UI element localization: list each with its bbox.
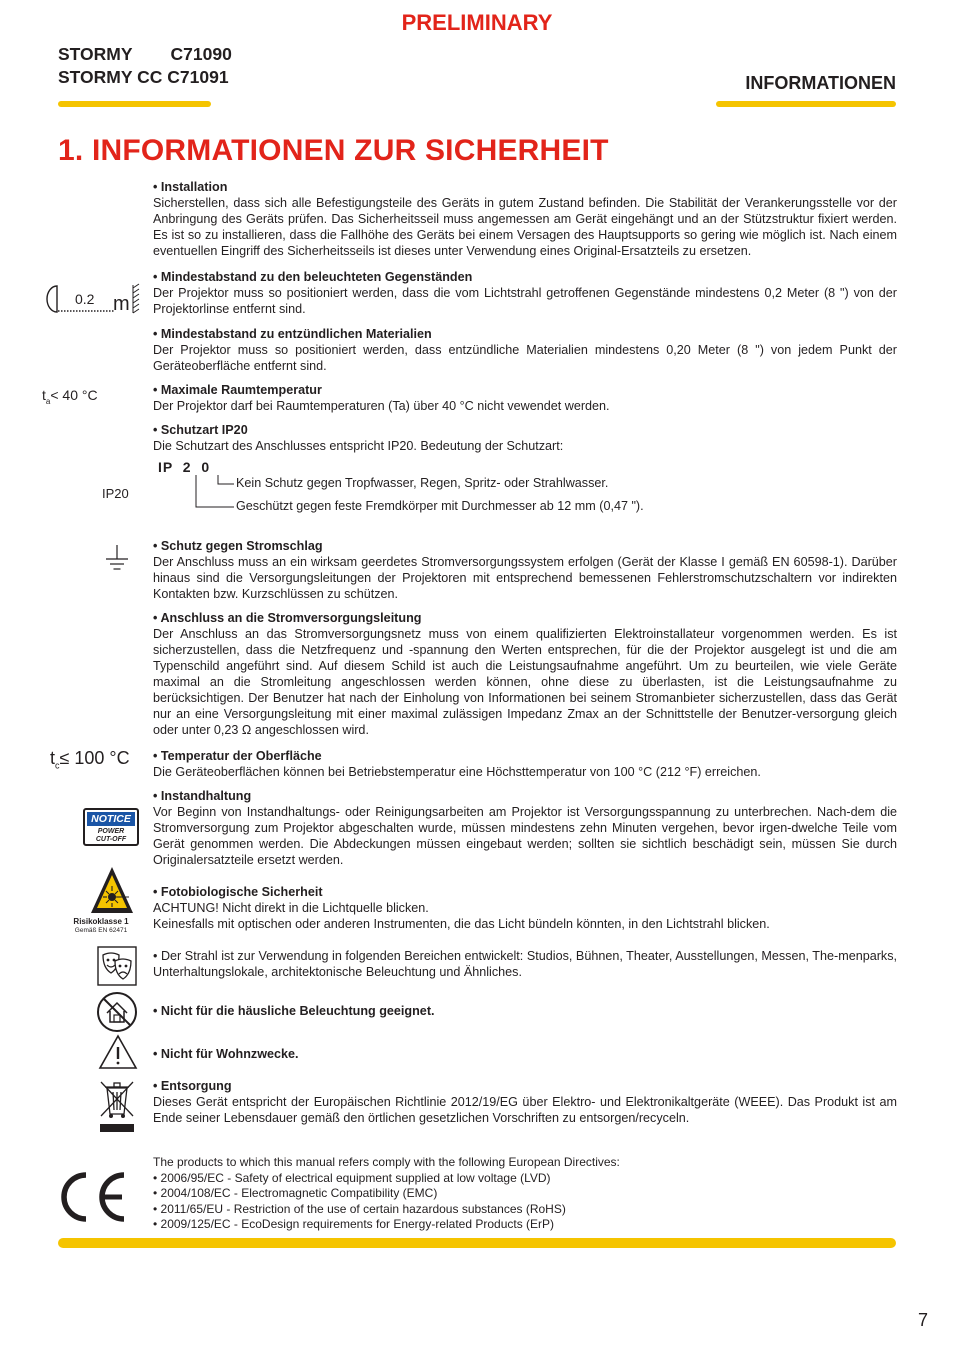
section-text: Der Projektor darf bei Raumtemperaturen (Ta) über 40 °C nicht vewendet werden. xyxy=(153,399,610,413)
footer-bar xyxy=(58,1238,896,1248)
section-supply xyxy=(153,610,897,738)
section-heading: • Mindestabstand zu den beleuchteten Gegenständen xyxy=(153,270,473,284)
section-text: Dieses Gerät entspricht der Europäischen Richtlinie 2012/19/EG über Elektro- und Elektronikaltgeräte (WEEE). Das Produkt ist am Ende seiner Lebensdauer gemäß den örtlichen gesetzlichen Vorschriften zu entsorgen/recyceln. xyxy=(153,1095,897,1125)
section-text: • Der Strahl ist zur Verwendung in folgenden Bereichen entwickelt: Studios, Bühnen, Theater, Ausstellungen, Messen, The-menparks, Unterhaltungslokale, architektonische Beleuchtung und Ähnliches. xyxy=(153,949,897,979)
section-text: Die Geräteoberflächen können bei Betriebstemperatur eine Höchsttemperatur von 100 °C (212 °F) erreichen. xyxy=(153,765,761,779)
warning-triangle-icon xyxy=(98,1034,138,1075)
section-not-living xyxy=(153,1046,897,1062)
section-heading: • Temperatur der Oberfläche xyxy=(153,749,322,763)
page-title: 1. INFORMATIONEN ZUR SICHERHEIT xyxy=(58,134,609,167)
section-text: Vor Beginn von Instandhaltungs- oder Reinigungsarbeiten am Projektor ist Versorgungsspannung zu unterbrechen. Nach-dem die Stromversorgung zum Projektor abgeschalten wurde, müssen mindestens zehn Minuten vergehen, bevor irgen-dwelche Teile vom Gerät genommen werden. Die Abdeckungen müssen eingebaut werden; sollten sie sichtlich beschädigt sein, müssen Sie durch Originalersatzteile ersetzt werden. xyxy=(153,805,897,867)
risk-norm-label: Gemäß EN 62471 xyxy=(74,927,128,934)
section-text: Der Anschluss an das Stromversorgungsnetz muss von einem qualifizierten Elektroinstallateur vorgenommen werden. Es ist sicherzustellen, dass die Netzfrequenz und -spannung den Werten entsprechen, für die der Projektor ausgelegt ist und die am Typenschild angeführt sind. Auf diesem Schild ist auch die Leistungsaufnahme angeführt. Um zu beurteilen, wie viele Geräte maximal an die Stromleitung angeschlossen werden können, ohne diese zu überlasten, ist die Leistungsaufnahme zu berücksichtigen. Der Benutzer hat nach der Einholung von Informationen bei seinem Stromanbieter sicherzustellen, dass das Gerät nur an eine Versorgungsleitung mit einer maximal zulässigen Impedanz Zmax an der Schnittstelle der Benutzer-versorgung gleich oder unter 0,23 Ω angeschlossen wird. xyxy=(153,627,897,737)
directive-item: • 2009/125/EC - EcoDesign requirements for Energy-related Products (ErP) xyxy=(153,1217,555,1231)
directive-item: • 2006/95/EC - Safety of electrical equipment supplied at low voltage (LVD) xyxy=(153,1170,551,1185)
section-heading: • Anschluss an die Stromversorgungsleitung xyxy=(153,611,422,625)
section-heading: • Maximale Raumtemperatur xyxy=(153,383,322,397)
section-label: INFORMATIONEN xyxy=(745,73,896,93)
section-heading: • Schutz gegen Stromschlag xyxy=(153,539,323,553)
model-name: STORMY xyxy=(58,44,133,64)
section-photobio xyxy=(153,884,897,932)
ambient-temp-icon: $t_a< 40$ °C xyxy=(42,387,98,406)
section-heading: • Entsorgung xyxy=(153,1079,232,1093)
section-heading: • Nicht für Wohnzwecke. xyxy=(153,1047,299,1061)
section-text: Keinesfalls mit optischen oder anderen Instrumenten, die das Licht bündeln könnten, in den Lichtstrahl blicken. xyxy=(153,917,770,931)
earth-ground-icon xyxy=(104,544,130,579)
ip-brackets xyxy=(190,474,236,519)
section-max-temp xyxy=(153,382,897,414)
section-text: Sicherstellen, dass sich alle Befestigungsteile des Geräts in gutem Zustand befinden. Die Stabilität der Verankerungsstelle vor der Anbringung des Geräts prüfen. Das Sicherheitsseil muss angemessen am Gerät eingehängt und an der Stützstruktur fixiert werden. Es ist so zu installieren, dass die Fallhöhe des Geräts bei einem Versagen des Hauptsupports so gering wie möglich ist. Nach einem eventuellen Eingriff des Sicherheitsseils ist dieses unter Verwendung eines Original-Ersatzteils zu ersetzen. xyxy=(153,196,897,258)
section-text: Der Anschluss muss an ein wirksam geerdetes Stromversorgungssystem erfolgen (Gerät der Klasse I gemäß EN 60598-1). Darüber hinaus sind die Versorgungsleitungen der Projektoren mit entsprechend bemessenen Fehlerstromschutzschaltern vor indirekten Kontakten bzw. Kurzschlüssen zu schützen. xyxy=(153,555,897,601)
directives-intro: The products to which this manual refers comply with the following European Directives: xyxy=(153,1155,620,1169)
distance-value: 0.2 xyxy=(75,291,95,307)
section-use xyxy=(153,948,897,980)
ip-icon-label: IP20 xyxy=(102,486,129,501)
ip-code: IP 2 0 xyxy=(158,459,211,475)
section-heading: • Schutzart IP20 xyxy=(153,423,248,437)
directive-item: • 2011/65/EU - Restriction of the use of certain hazardous substances (RoHS) xyxy=(153,1201,566,1216)
notice-power-cutoff-icon: NOTICE POWER CUT-OFF xyxy=(83,808,139,846)
preliminary-label: PRELIMINARY xyxy=(401,10,553,35)
ip-line-2: Geschützt gegen feste Fremdkörper mit Durchmesser ab 12 mm (0,47 "). xyxy=(236,499,644,513)
theatre-masks-icon xyxy=(97,946,137,991)
section-ip xyxy=(153,422,897,454)
section-heading: • Installation xyxy=(153,180,228,194)
model-line-1 xyxy=(58,44,232,65)
model-code: C71090 xyxy=(170,44,232,64)
section-flammable xyxy=(153,326,897,374)
weee-bin-icon xyxy=(98,1078,136,1139)
risk-class-label: Risikoklasse 1 xyxy=(73,917,129,926)
header-bar-left xyxy=(58,101,211,107)
page-number: 7 xyxy=(917,1310,928,1330)
laser-warning-icon xyxy=(89,865,135,922)
section-text: ACHTUNG! Nicht direkt in die Lichtquelle blicken. xyxy=(153,901,429,915)
section-not-home xyxy=(153,1003,897,1019)
no-household-icon xyxy=(96,991,138,1038)
model-name: STORMY CC xyxy=(58,67,163,87)
section-disposal xyxy=(153,1078,897,1126)
surface-temp-icon: $t_c\le 100$ °C xyxy=(50,748,130,771)
section-heading: • Mindestabstand zu entzündlichen Materialien xyxy=(153,327,432,341)
section-text: Der Projektor muss so positioniert werden, dass entzündliche Materialien mindestens 0,20 Meter (8 ") von jedem Punkt der Geräteoberfläche entfernt sind. xyxy=(153,343,897,373)
model-code: C71091 xyxy=(167,67,229,87)
section-heading: • Nicht für die häusliche Beleuchtung geeignet. xyxy=(153,1004,435,1018)
section-installation xyxy=(153,179,897,259)
section-heading: • Instandhaltung xyxy=(153,789,252,803)
section-min-distance xyxy=(153,269,897,317)
section-surface xyxy=(153,748,897,780)
model-line-2 xyxy=(58,67,229,88)
section-shock xyxy=(153,538,897,602)
ip-line-1: Kein Schutz gegen Tropfwasser, Regen, Spritz- oder Strahlwasser. xyxy=(236,476,609,490)
directives-block xyxy=(153,1155,897,1233)
distance-icon xyxy=(43,283,145,315)
distance-unit: m xyxy=(113,293,130,315)
header-bar-right xyxy=(716,101,896,107)
ce-mark-icon xyxy=(56,1171,128,1228)
section-maintenance xyxy=(153,788,897,868)
section-heading: • Fotobiologische Sicherheit xyxy=(153,885,323,899)
directive-item: • 2004/108/EC - Electromagnetic Compatibility (EMC) xyxy=(153,1186,438,1200)
section-text: Die Schutzart des Anschlusses entspricht IP20. Bedeutung der Schutzart: xyxy=(153,439,564,453)
section-text: Der Projektor muss so positioniert werden, dass die vom Lichtstrahl getroffenen Gegenstände mindestens 0,2 Meter (8 ") von der Projektorlinse entfernt sind. xyxy=(153,286,897,316)
